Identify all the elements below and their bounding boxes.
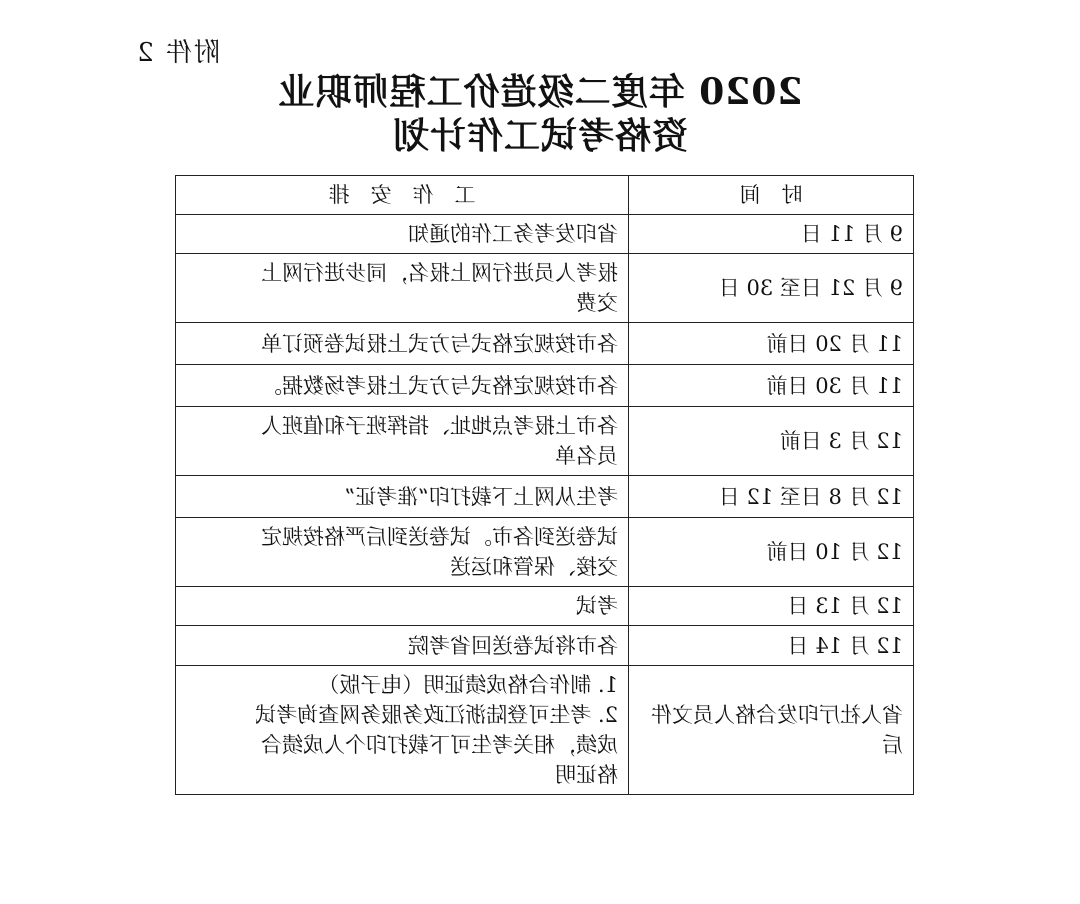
work-line: 交费	[576, 291, 618, 315]
work-line: 各市上报考点地址、指挥班子和值班人	[261, 414, 618, 438]
row-time-cell: 12 月 13 日	[629, 587, 914, 626]
table-row	[176, 365, 914, 407]
work-line: 考生从网上下载打印“准考证”	[344, 484, 618, 509]
table-row	[176, 407, 914, 476]
work-line: 员名单	[555, 444, 618, 468]
work-line: 各市按规定格式与方式上报试卷预订单	[261, 331, 618, 356]
table-header-row	[176, 176, 914, 215]
schedule-table	[175, 175, 914, 795]
row-time-cell: 9 月 21 日至 30 日	[629, 254, 914, 323]
work-line: 1. 制作合格成绩证明（电子版）	[318, 673, 618, 697]
header-time: 时 间	[629, 176, 914, 215]
row-work-cell	[176, 476, 629, 518]
row-time-cell: 9 月 11 日	[629, 215, 914, 254]
work-line: 交接、保管和运送	[450, 555, 618, 579]
table-row	[176, 626, 914, 666]
work-line: 成绩，相关考生可下载打印个人成绩合	[261, 733, 618, 757]
work-line: 省印发考务工作的通知	[408, 222, 618, 246]
table-row	[176, 476, 914, 518]
row-time-cell: 11 月 30 日前	[629, 365, 914, 407]
document-title-line-1: 2020 年度二级造价工程师职业	[277, 71, 803, 113]
table-row	[176, 666, 914, 795]
row-time-cell: 12 月 8 日至 12 日	[629, 476, 914, 518]
work-line: 2. 考生可登陆浙江政务服务网查询考试	[255, 703, 618, 727]
work-line: 试卷送到各市。试卷送到后严格按规定	[261, 525, 618, 549]
work-line: 考试	[576, 594, 618, 618]
work-line: 格证明	[555, 763, 618, 787]
row-time-cell: 12 月 10 日前	[629, 518, 914, 587]
row-work-cell	[176, 215, 629, 254]
row-work-cell	[176, 518, 629, 587]
attachment-label: 附件 2	[135, 38, 220, 68]
table-row	[176, 215, 914, 254]
table-row	[176, 323, 914, 365]
row-work-cell	[176, 254, 629, 323]
row-time-cell: 11 月 20 日前	[629, 323, 914, 365]
table-row	[176, 254, 914, 323]
header-work-arrangement: 工 作 安 排	[176, 176, 629, 215]
document-title-line-2: 资格考试工作计划	[392, 115, 689, 157]
work-line: 各市按规定格式与方式上报考场数据。	[261, 373, 618, 398]
row-work-cell	[176, 626, 629, 666]
row-work-cell	[176, 365, 629, 407]
row-time-cell: 12 月 3 日前	[629, 407, 914, 476]
row-time-cell: 12 月 14 日	[629, 626, 914, 666]
row-work-cell	[176, 407, 629, 476]
work-line: 各市将试卷送回省考院	[408, 633, 618, 658]
work-line: 报考人员进行网上报名，同步进行网上	[261, 261, 618, 285]
row-work-cell	[176, 323, 629, 365]
row-work-cell	[176, 666, 629, 795]
row-work-cell	[176, 587, 629, 626]
schedule-body	[176, 215, 914, 795]
table-row	[176, 587, 914, 626]
row-time-cell: 省人社厅印发合格人员文件后	[629, 666, 914, 795]
table-row	[176, 518, 914, 587]
